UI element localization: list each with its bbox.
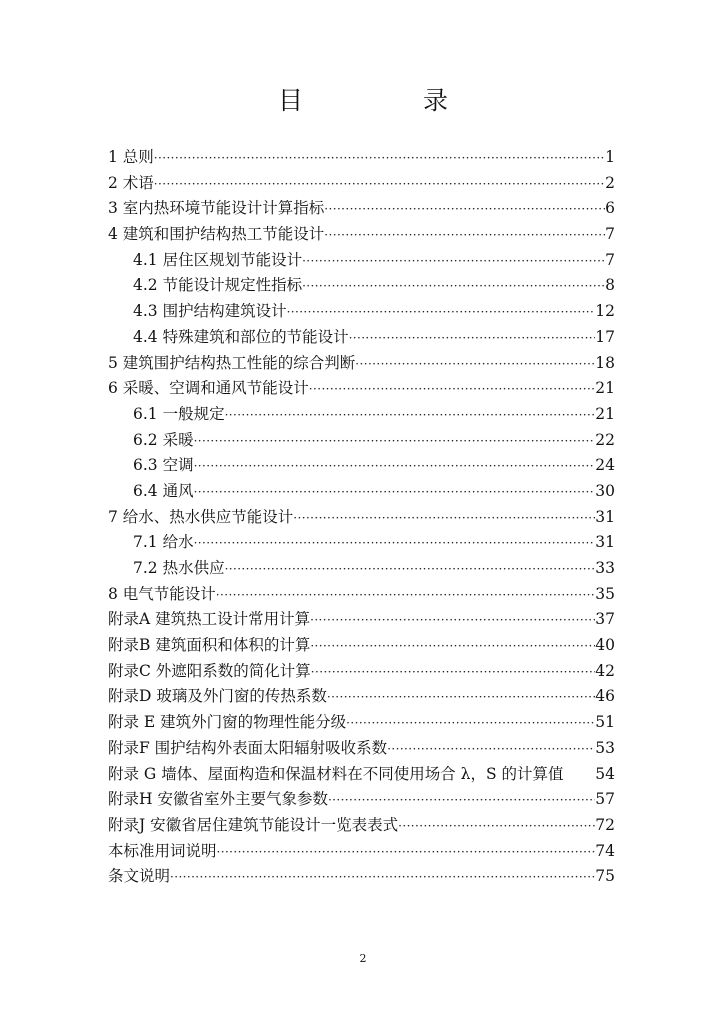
toc-dot-leader — [194, 459, 596, 473]
toc-dot-leader — [349, 331, 596, 345]
toc-entry-title: 7.2 热水供应 — [133, 559, 225, 577]
toc-dot-leader — [328, 793, 595, 807]
toc-entry[interactable] — [108, 684, 615, 710]
toc-dot-leader — [346, 716, 595, 730]
toc-entry[interactable] — [108, 402, 615, 428]
toc-entry-page: 1 — [605, 148, 615, 166]
toc-entry[interactable] — [108, 428, 615, 454]
toc-entry-title: 6.1 一般规定 — [133, 404, 225, 423]
toc-entry[interactable] — [108, 325, 615, 351]
toc-entry-title: 4 建筑和围护结构热工节能设计 — [108, 225, 325, 244]
toc-entry-page: 12 — [595, 302, 615, 321]
toc-entry-title: 本标准用词说明 — [108, 841, 217, 860]
toc-entry[interactable] — [108, 762, 615, 788]
toc-entry-page: 17 — [595, 327, 615, 346]
toc-entry-title: 附录B 建筑面积和体积的计算 — [108, 636, 311, 655]
toc-dot-leader — [387, 742, 595, 756]
toc-entry[interactable] — [108, 607, 615, 633]
toc-entry-title: 条文说明 — [108, 867, 171, 886]
toc-dot-leader — [194, 536, 596, 550]
toc-entry-page: 37 — [595, 610, 615, 629]
toc-entry-title: 4.2 节能设计规定性指标 — [133, 276, 303, 295]
toc-entry-page: 18 — [595, 353, 615, 372]
toc-entry[interactable] — [108, 196, 615, 222]
toc-entry[interactable] — [108, 864, 615, 890]
toc-entry[interactable] — [108, 710, 615, 736]
toc-dot-leader — [355, 357, 595, 371]
table-of-contents — [108, 145, 615, 890]
toc-dot-leader — [217, 845, 596, 859]
toc-entry[interactable] — [108, 839, 615, 865]
toc-dot-leader — [194, 485, 596, 499]
toc-entry-page: 51 — [595, 713, 615, 732]
toc-entry-page: 35 — [595, 584, 615, 603]
toc-entry-page: 24 — [595, 456, 615, 475]
toc-entry[interactable] — [108, 248, 615, 274]
toc-entry-title: 附录C 外遮阳系数的简化计算 — [108, 661, 311, 680]
toc-entry-title: 2 术语 — [108, 173, 154, 192]
page-number: 2 — [359, 952, 367, 965]
toc-entry-title: 6.4 通风 — [133, 481, 194, 500]
toc-dot-leader — [310, 613, 595, 627]
toc-entry-title: 7.1 给水 — [133, 533, 194, 552]
toc-entry-page: 72 — [595, 815, 615, 834]
page-title: 目 录 — [278, 86, 504, 115]
toc-entry-page: 42 — [595, 661, 615, 680]
toc-entry[interactable] — [108, 813, 615, 839]
toc-entry-page: 6 — [605, 199, 615, 218]
toc-entry-title: 5 建筑围护结构热工性能的综合判断 — [108, 353, 356, 372]
toc-entry[interactable] — [108, 787, 615, 813]
toc-entry-page: 21 — [595, 379, 615, 398]
toc-dot-leader — [287, 305, 596, 319]
toc-entry[interactable] — [108, 299, 615, 325]
toc-dot-leader — [327, 690, 595, 704]
toc-dot-leader — [293, 511, 595, 525]
toc-entry-page: 31 — [595, 533, 615, 552]
toc-dot-leader — [324, 202, 605, 216]
toc-entry-page: 30 — [595, 481, 615, 500]
toc-entry-page: 31 — [595, 507, 615, 526]
toc-entry-title: 附录D 玻璃及外门窗的传热系数 — [108, 687, 327, 706]
toc-dot-leader — [310, 639, 595, 653]
toc-entry-title: 附录 G 墙体、屋面构造和保温材料在不同使用场合 λ，S 的计算值 — [108, 764, 564, 783]
toc-entry-title: 4.3 围护结构建筑设计 — [133, 302, 287, 321]
toc-entry-page: 22 — [595, 430, 615, 449]
toc-entry[interactable] — [108, 453, 615, 479]
toc-dot-leader — [154, 177, 605, 191]
toc-dot-leader — [154, 151, 605, 165]
toc-entry[interactable] — [108, 505, 615, 531]
toc-entry-title: 6 采暖、空调和通风节能设计 — [108, 379, 309, 398]
toc-entry[interactable] — [108, 376, 615, 402]
toc-entry-page: 2 — [605, 173, 615, 192]
toc-dot-leader — [194, 434, 596, 448]
toc-entry-title: 6.2 采暖 — [133, 430, 194, 449]
toc-dot-leader — [398, 819, 595, 833]
toc-entry-page: 46 — [595, 687, 615, 706]
toc-entry-title: 7 给水、热水供应节能设计 — [108, 507, 294, 526]
toc-dot-leader — [302, 254, 605, 268]
toc-entry-page: 40 — [595, 636, 615, 655]
toc-entry-title: 1 总则 — [108, 148, 154, 166]
toc-entry-title: 6.3 空调 — [133, 456, 194, 475]
toc-dot-leader — [324, 228, 605, 242]
toc-entry[interactable] — [108, 222, 615, 248]
toc-entry[interactable] — [108, 556, 615, 582]
toc-entry-title: 附录F 围护结构外表面太阳辐射吸收系数 — [108, 738, 388, 757]
toc-dot-leader — [309, 382, 595, 396]
toc-entry-title: 8 电气节能设计 — [108, 584, 216, 603]
toc-dot-leader — [170, 870, 595, 884]
toc-entry-title: 附录 E 建筑外门窗的物理性能分级 — [108, 713, 347, 732]
toc-dot-leader — [225, 562, 596, 576]
toc-entry-page: 21 — [595, 404, 615, 423]
toc-entry[interactable] — [108, 659, 615, 685]
toc-entry-title: 3 室内热环境节能设计计算指标 — [108, 199, 325, 218]
toc-entry-title: 附录J 安徽省居住建筑节能设计一览表表式 — [108, 815, 399, 834]
toc-entry-page: 33 — [595, 559, 615, 577]
toc-entry[interactable] — [108, 530, 615, 556]
toc-entry-page: 7 — [605, 225, 615, 244]
toc-entry[interactable] — [108, 479, 615, 505]
toc-dot-leader — [225, 408, 596, 422]
toc-dot-leader — [302, 279, 605, 293]
toc-entry-title: 附录H 安徽省室外主要气象参数 — [108, 790, 328, 809]
toc-entry-page: 8 — [605, 276, 615, 295]
toc-entry-page: 54 — [595, 764, 615, 783]
toc-entry[interactable] — [108, 633, 615, 659]
toc-dot-leader — [311, 665, 595, 679]
toc-entry-title: 4.1 居住区规划节能设计 — [133, 250, 303, 269]
toc-entry[interactable] — [108, 351, 615, 377]
toc-entry-page: 75 — [595, 867, 615, 886]
toc-entry-page: 74 — [595, 841, 615, 860]
toc-entry-title: 附录A 建筑热工设计常用计算 — [108, 610, 311, 629]
toc-entry[interactable] — [108, 145, 615, 171]
toc-entry[interactable] — [108, 736, 615, 762]
toc-entry-page: 53 — [595, 738, 615, 757]
toc-dot-leader — [216, 588, 595, 602]
toc-entry-page: 57 — [595, 790, 615, 809]
toc-entry-page: 7 — [605, 250, 615, 269]
toc-entry-title: 4.4 特殊建筑和部位的节能设计 — [133, 327, 349, 346]
toc-entry[interactable] — [108, 273, 615, 299]
toc-entry[interactable] — [108, 582, 615, 608]
toc-entry[interactable] — [108, 171, 615, 197]
